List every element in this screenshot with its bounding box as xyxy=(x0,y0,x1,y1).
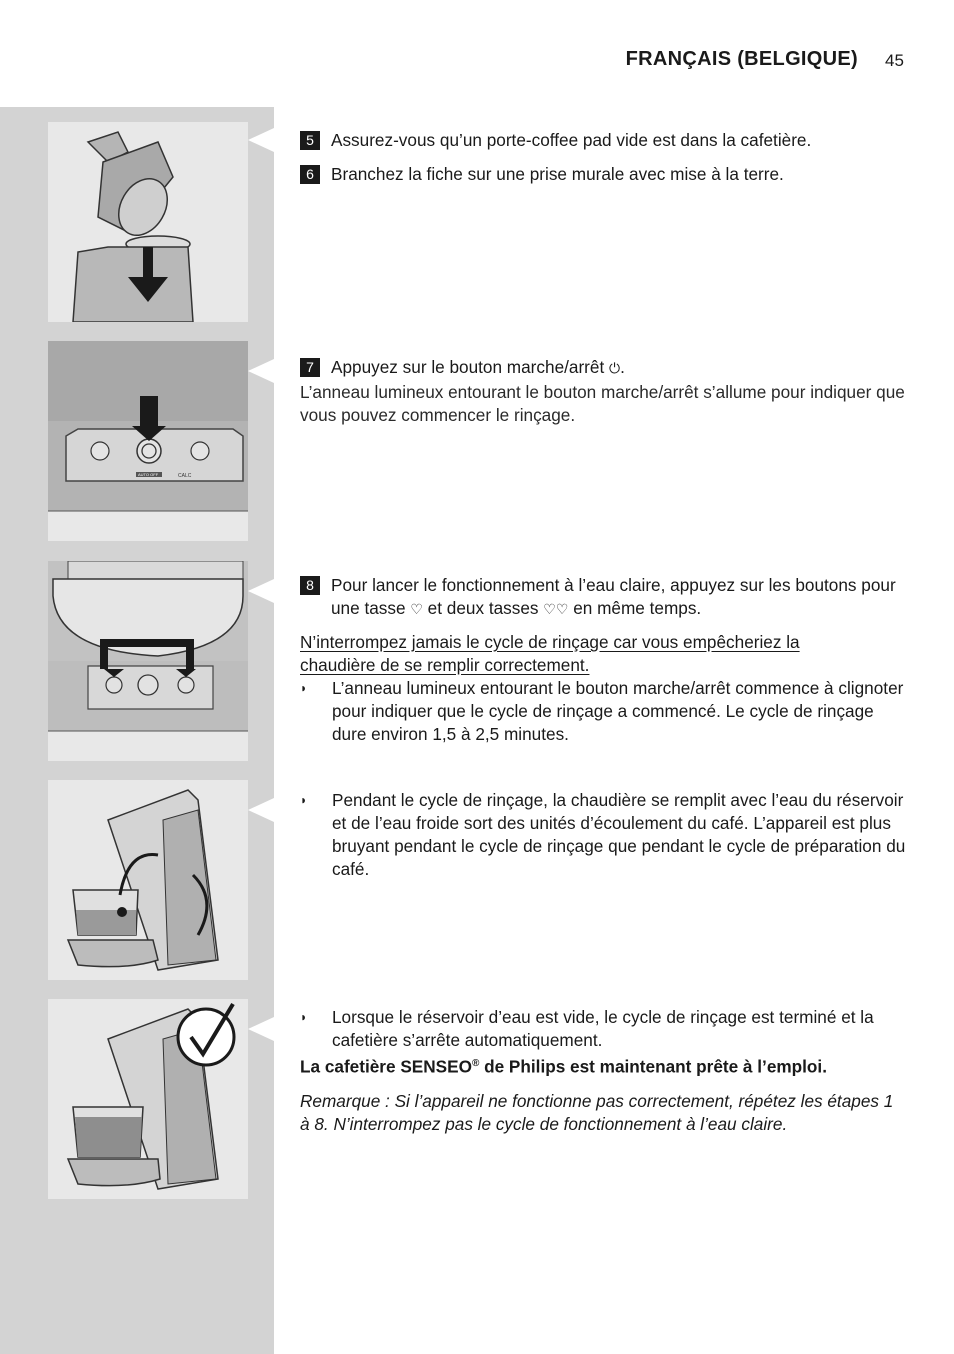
step-number: 7 xyxy=(300,358,320,377)
panel-pointer xyxy=(248,1017,274,1041)
bullet-text: Pendant le cycle de rinçage, la chaudière se remplit avec l’eau du réservoir et de l’eau froide sort des unités d’écoulement du café. L’appareil est plus bruyant pendant le cycle de rinçage que pendant le cycle de préparation du café. xyxy=(332,790,906,879)
bullet-text: L’anneau lumineux entourant le bouton marche/arrêt commence à clignoter pour indiquer que le cycle de rinçage a commencé. Le cycle de rinçage dure environ 1,5 à 2,5 minutes. xyxy=(332,678,904,744)
calc-label: CALC xyxy=(178,473,192,479)
step-6 xyxy=(300,163,910,186)
bullet-icon: ◗ xyxy=(300,1010,308,1024)
step-8-part-c: en même temps. xyxy=(573,598,702,618)
registered-mark: ® xyxy=(471,1058,480,1069)
bullet-text: Lorsque le réservoir d’eau est vide, le cycle de rinçage est terminé et la cafetière s’arrête automatiquement. xyxy=(332,1007,874,1050)
step-text xyxy=(331,356,625,381)
ready-statement xyxy=(300,1052,860,1079)
bullet-icon: ◗ xyxy=(300,793,308,807)
section-4-text xyxy=(300,789,910,881)
auto-off-label: AUTO OFF xyxy=(138,472,159,477)
step-7 xyxy=(300,356,910,381)
panel-pointer xyxy=(248,128,274,152)
one-cup-icon: ♡ xyxy=(410,602,423,618)
panel-pointer xyxy=(248,798,274,822)
illustration-rinse-cycle xyxy=(48,780,248,980)
illustration-cup-buttons xyxy=(48,561,248,761)
step-number: 6 xyxy=(300,165,320,184)
section-1-text xyxy=(300,129,910,186)
warning-text: N’interrompez jamais le cycle de rinçage car vous empêcheriez la chaudière de se remplir correctement. xyxy=(300,632,800,675)
illustration-power-button xyxy=(48,341,248,541)
illustration-ready-check xyxy=(48,999,248,1199)
page-number: 45 xyxy=(885,51,904,70)
page-title: FRANÇAIS (BELGIQUE) xyxy=(625,48,858,70)
step-text: Branchez la fiche sur une prise murale avec mise à la terre. xyxy=(331,164,784,184)
power-icon: ⏻ xyxy=(609,361,621,377)
section-3-text xyxy=(300,574,910,746)
step-8 xyxy=(300,574,910,622)
panel-pointer xyxy=(248,579,274,603)
ready-part-a: La cafetière SENSEO xyxy=(300,1056,472,1077)
two-cups-icon: ♡♡ xyxy=(543,602,569,618)
step-text: Assurez-vous qu’un porte-coffee pad vide est dans la cafetière. xyxy=(331,130,812,150)
section-2-text xyxy=(300,356,910,427)
section-5-text xyxy=(300,1006,910,1136)
bullet-item xyxy=(300,1006,910,1052)
step-8-part-b: et deux tasses xyxy=(427,598,539,618)
step-5 xyxy=(300,129,910,152)
step-7-end: . xyxy=(620,357,625,377)
step-7-label: Appuyez sur le bouton marche/arrêt xyxy=(331,357,605,377)
step-number: 8 xyxy=(300,576,320,595)
ready-part-b: de Philips est maintenant prête à l’emploi. xyxy=(479,1056,827,1077)
bullet-icon: ◗ xyxy=(300,681,308,695)
illustration-pad-holder xyxy=(48,122,248,322)
step-text xyxy=(331,574,910,622)
bullet-item xyxy=(300,677,910,746)
bullet-item xyxy=(300,789,910,881)
panel-pointer xyxy=(248,359,274,383)
step-8-part-a: Pour lancer le fonctionnement à l’eau claire, appuyez sur les boutons pour une tasse xyxy=(331,575,896,618)
step-number: 5 xyxy=(300,131,320,150)
remark-text: Remarque : Si l’appareil ne fonctionne pas correctement, répétez les étapes 1 à 8. N’interrompez pas le cycle de fonctionnement à l’eau claire. xyxy=(300,1090,894,1134)
step-7-note: L’anneau lumineux entourant le bouton marche/arrêt s’allume pour indiquer que vous pouvez commencer le rinçage. xyxy=(300,382,905,425)
